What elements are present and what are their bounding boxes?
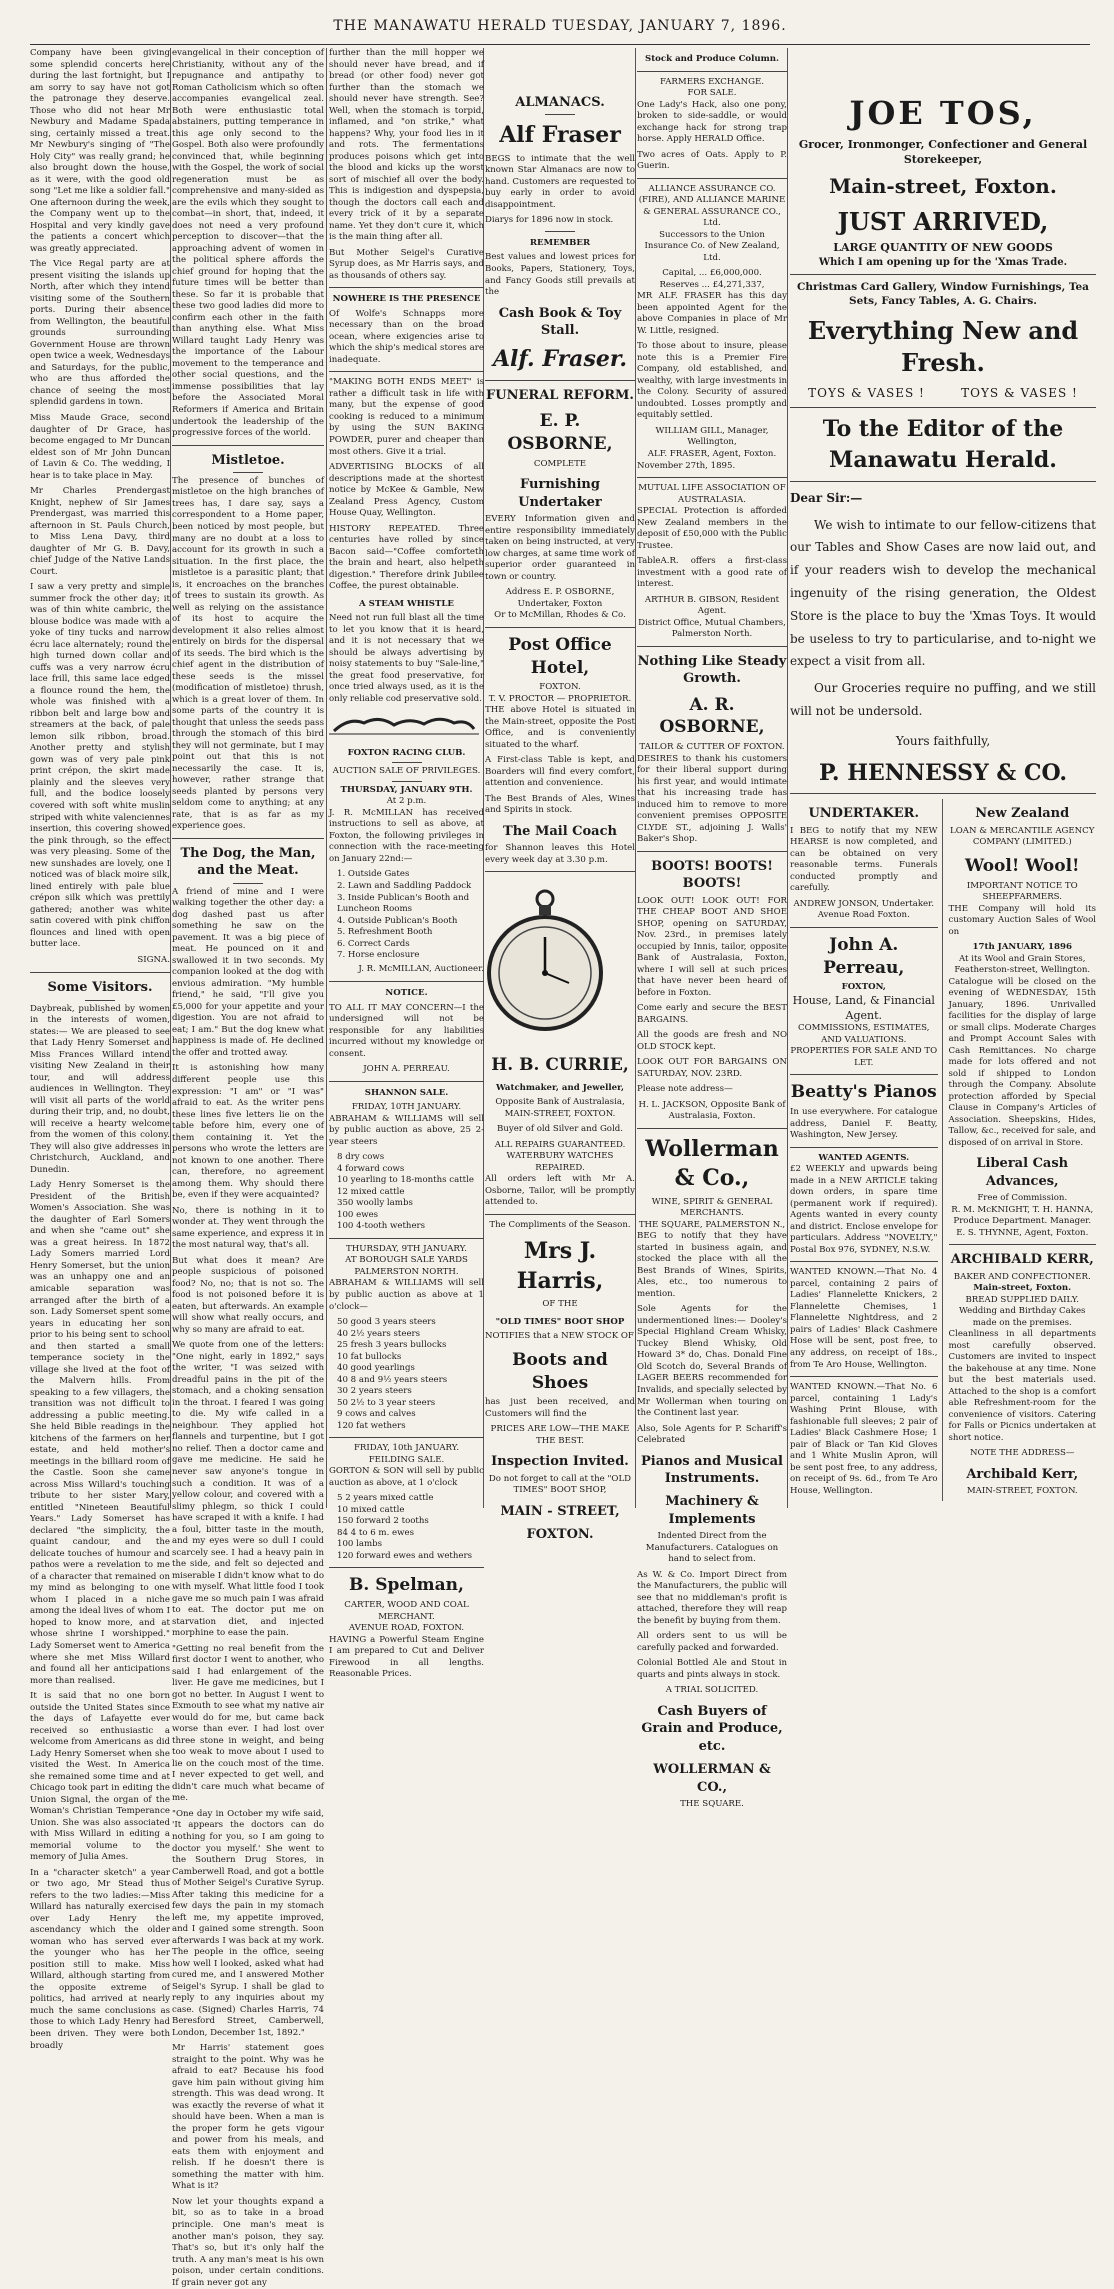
ad-subtitle: TOYS & VASES ! bbox=[961, 385, 1078, 400]
list-item: 100 4-tooth wethers bbox=[337, 1221, 426, 1232]
ad-address: District Office, Mutual Chambers, Palmerston North. bbox=[638, 617, 786, 640]
article-paragraph: Company have been giving some splendid concerts here during the last fortnight, but I am sorry to say have not got the patronage they deserve. Those who did not hear Mr Newbury and Madame Spada sing, certainly missed a treat. Mr Newbury's singing of "The Holy City" was really grand; he also brought down the house, as it were, with the good old song "Let me like a soldier fall." One afternoon during the week, the Company went up to the Hospital and very kindly gave the patients a concert which was greatly appreciated. bbox=[30, 48, 170, 254]
divider bbox=[790, 927, 938, 928]
ad-name: Alf Fraser bbox=[499, 122, 621, 149]
ad-title: Liberal Cash Advances, bbox=[976, 1156, 1069, 1189]
ad-name: P. HENNESSY & CO. bbox=[819, 759, 1067, 786]
ad-date: FRIDAY, 10th JANUARY. bbox=[353, 1443, 460, 1454]
divider bbox=[329, 981, 484, 982]
article-paragraph: Of Wolfe's Schnapps more necessary than on the broad ocean, where exigencies arise to which the ship's medical stores are inadequate. bbox=[329, 308, 484, 365]
list-item: 40 8 and 9½ years steers bbox=[337, 1374, 448, 1385]
ad-subtitle: Free of Commission. bbox=[977, 1193, 1068, 1204]
article-heading: The Dog, the Man, and the Meat. bbox=[180, 845, 316, 879]
ad-trade: Grocer, Ironmonger, Confectioner and General Storekeeper, bbox=[798, 137, 1088, 166]
article-paragraph: The presence of bunches of mistletoe on the high branches of trees has, I dare say, says a correspondent to a Home paper, been noticed by most people, but many are no doubt at a loss to account for its growth in such a situation. In the first place, the mistletoe is a parasitic plant; that is, it encroaches on the branches of trees to sustain its growth. As well as relying on the assistance of its host to acquire the development it also relies almost entirely on birds for the dispersal of its seeds. The bird which is the chief agent in the distribution of these seeds is the missel (modification of mistletoe) thrush, which is a great lover of them. In some parts of the country it is thought that unless the seeds pass through the stomach of this bird they will not germinate, but I may point out that this is not necessarily the case. It is, however, rather strange that seeds planted by persons very seldom come to anything; at any rate, that is as far as my experience goes. bbox=[172, 475, 324, 832]
ad-trade: TAILOR & CUTTER OF FOXTON. bbox=[639, 742, 785, 753]
article-paragraph: Mr Charles Prendergast Knight, nephew of Sir James Prendergast, was married this afternoon in St. Pauls Church, to Miss Lena Davy, third daughter of Mr G. B. Davy, chief Judge of the Native Lands Court. bbox=[30, 486, 170, 577]
ad-text: Do not forget to call at the "OLD TIMES" BOOT SHOP, bbox=[488, 1473, 632, 1496]
article-paragraph: But what does it mean? Are people suspicious of poisoned food? No, no; that is not so. The food is not poisoned before it is eaten, but afterwards. An example will show what really occurs, and why so many are afraid to eat. bbox=[172, 1255, 324, 1335]
ad-subtitle: ALL REPAIRS GUARANTEED. bbox=[494, 1139, 626, 1150]
ad-subtitle: Christmas Card Gallery, Window Furnishings, Tea Sets, Fancy Tables, A. G. Chairs. bbox=[797, 281, 1089, 308]
column-1 bbox=[30, 48, 170, 2051]
ad-subtitle: FOR SALE. bbox=[687, 88, 737, 99]
ad-text: Please note address— bbox=[637, 1084, 733, 1095]
list-item: 10 yearling to 18-months cattle bbox=[337, 1175, 474, 1186]
divider bbox=[637, 71, 787, 72]
list-item: 150 forward 2 tooths bbox=[337, 1516, 429, 1527]
ad-text: £2 WEEKLY and upwards being made in a NEW ARTICLE taking down orders, in spare time (permanent work if required). Agents wanted in every county and district. Enclose envelope for particulars. Address "NOVELTY," Postal Box 976, SYDNEY, N.S.W. bbox=[790, 1164, 938, 1255]
article-paragraph: We quote from one of the letters: "One night, early in 1892," says the writer, "I was seized with dreadful pains in the pit of the stomach, and a choking sensation in the throat. I feared I was going to die. My wife called in a neighbour. They applied hot flannels and turpentine, but I got no relief. Then a doctor came and gave me medicine. He said he never saw anyone's tongue in such a condition. It was of a yellow colour, and covered with a slimy phlegm, so thick I could have scraped it with a knife. I had a foul, bitter taste in the mouth, and my eyes were so dull I could scarcely see. I had a heavy pain in the side, and felt so dejected and miserable I didn't know what to do with myself. What little food I took gave me so much pain I was afraid to eat. The doctor put me on starvation diet, and injected morphine to ease the pain. bbox=[172, 1340, 324, 1639]
ad-title: Machinery & Implements bbox=[665, 1494, 759, 1527]
ad-subtitle: PROPERTIES FOR SALE AND TO LET. bbox=[790, 1046, 938, 1068]
ad-address: THE SQUARE. bbox=[680, 1798, 744, 1809]
signature: JOHN A. PERREAU. bbox=[363, 1064, 450, 1075]
ad-title: Cash Book & Toy Stall. bbox=[498, 305, 622, 338]
ad-address: Main-street, Foxton. bbox=[973, 1283, 1072, 1294]
notice-heading: A STEAM WHISTLE bbox=[359, 598, 454, 609]
column-6 bbox=[790, 799, 943, 1501]
list-item: 50 good 3 years steers bbox=[337, 1317, 436, 1328]
list-item: 120 forward ewes and wethers bbox=[337, 1550, 473, 1561]
divider bbox=[392, 762, 422, 763]
ad-text: TO ALL IT MAY CONCERN—I the undersigned will not be responsible for any liabilities incurred without my knowledge or consent. bbox=[329, 1002, 484, 1059]
stock-list bbox=[329, 1152, 484, 1233]
racing-horses-illustration bbox=[329, 709, 479, 737]
ad-title: FUNERAL REFORM. bbox=[486, 387, 634, 403]
divider bbox=[329, 287, 484, 288]
ad-text: Come early and secure the BEST BARGAINS. bbox=[637, 1003, 787, 1025]
ad-text: TableA.R. offers a first-class investment with a good rate of interest. bbox=[637, 556, 787, 590]
ad-text: BEG to notify that they have started in business again, and stocked the place with all the Best Brands of Wines, Spirits, Ales, etc., too numerous to mention. bbox=[637, 1231, 787, 1299]
divider bbox=[790, 1376, 938, 1377]
article-paragraph: Mr Harris' statement goes straight to the point. Why was he afraid to eat? Because his food gave him pain without giving him strength. This was dead wrong. It was exactly the reverse of what it should have been. When a man is the proper form he gets vigour and power from his meals, and eats them with enjoyment and relish. If he doesn't there is something the matter with him. What is it? bbox=[172, 2043, 324, 2192]
list-item: 5. Refreshment Booth bbox=[337, 927, 433, 938]
divider bbox=[329, 1567, 484, 1568]
ad-text: LOOK OUT! LOOK OUT! FOR THE CHEAP BOOT AND SHOE SHOP, opening on SATURDAY, Nov. 23rd., in premises lately occupied by Innis, tailor, opposite Bank of Australasia, Foxton, where I will sell at such prices that have never been heard of before in Foxton. bbox=[637, 895, 787, 998]
article-paragraph: I saw a very pretty and simple summer frock the other day; it was of thin white cambric, the blouse bodice was made with a yoke of tiny tucks and narrow écru lace alternately; round the high turned down collar and cuffs was a very narrow écru lace frill, this same lace edged a flounce round the hem, the whole was finished with a ribbon belt and large bow and streamers at the back, of pale lemon silk ribbon, broad. Another pretty and stylish gown was of very pale pink print crépon, the skirt made plainly and the sleeves very full, and the bodice loosely covered with soft white muslin striped with white valenciennes insertion, this covering showed the pink through, so the effect was very pleasing. Some of the new sunshades are lovely, one I noticed was of black moire silk, lined entirely with pale blue crépon silk which was prettily gathered; another was white satin covered with pink chiffon flounces and lined with open butter lace. bbox=[30, 582, 170, 950]
ad-name: Wollerman & Co., bbox=[645, 1135, 779, 1192]
salutation: Dear Sir:— bbox=[790, 490, 863, 505]
stock-list bbox=[329, 1317, 484, 1432]
ad-subtitle: WATERBURY WATCHES REPAIRED. bbox=[506, 1151, 614, 1173]
ad-text: All orders left with Mr A. Osborne, Tailor, will be promptly attended to. bbox=[485, 1174, 635, 1208]
ad-trade: House, Land, & Financial Agent. bbox=[792, 993, 935, 1022]
list-item: 7. Horse enclosure bbox=[337, 950, 420, 961]
ad-title: UNDERTAKER. bbox=[808, 806, 920, 822]
column-rule bbox=[326, 48, 327, 1508]
signature: H. L. JACKSON, Opposite Bank of Australasia, Foxton. bbox=[638, 1099, 786, 1122]
divider bbox=[30, 972, 170, 973]
ad-address: FOXTON. bbox=[526, 1527, 594, 1543]
ad-text: As W. & Co. Import Direct from the Manufacturers, the public will see that no middleman's profit is attached, therefore they will reap the benefit by buying from them. bbox=[637, 1569, 787, 1626]
ad-subtitle: AUCTION SALE OF PRIVILEGES. bbox=[332, 766, 481, 777]
ad-address: THE SQUARE, PALMERSTON N., bbox=[638, 1219, 786, 1230]
article-paragraph: But Mother Seigel's Curative Syrup does, as Mr Harris says, and as thousands of others say. bbox=[329, 247, 484, 281]
article-paragraph: It is astonishing how many different people use this expression: "I am" or "I was" afraid to eat. As the writer pens these lines five letters lie on the table before him, every one of them containing it. Yet the persons who wrote the letters are not known to one another. There can, therefore, no agreement among them. Why should there be, even if they were acquainted? bbox=[172, 1063, 324, 1201]
column-rule bbox=[170, 48, 171, 1508]
list-item: 350 woolly lambs bbox=[337, 1198, 413, 1209]
list-item: 100 ewes bbox=[337, 1209, 379, 1220]
divider bbox=[790, 1147, 938, 1148]
ad-text: Two acres of Oats. Apply to P. Guerin. bbox=[637, 149, 787, 172]
article-paragraph: No, there is nothing in it to wonder at. They went through the same experience, and express it in the most natural way, that's all. bbox=[172, 1205, 324, 1251]
ad-text: ABRAHAM & WILLIAMS will sell by public auction as above, 25 2-year steers bbox=[329, 1113, 484, 1147]
ad-text: DESIRES to thank his customers for their liberal support during his first year, and would intimate that his increasing trade has induced him to remove to more convenient premises OPPOSITE CLYDE ST., adjoining J. Walls' Baker's Shop. bbox=[637, 753, 787, 845]
ad-proprietor: T. V. PROCTOR — PROPRIETOR. bbox=[488, 693, 632, 704]
ad-name: JOE TOS, bbox=[849, 94, 1037, 132]
ad-title: Cash Buyers of Grain and Produce, etc. bbox=[641, 1703, 783, 1754]
article-paragraph: Lady Henry Somerset is the President of the British Women's Association. She was the daughter of Earl Somers and when she "came out" she was a great heiress. In 1872 Lady Somers married Lord Henry Somerset, but the union was an unhappy one and an amicable separation was arranged after the birth of a son. Lady Somerset spent some years in educating her son prior to his being sent to school and then started a small temperance society in the village she lived at the foot of the Malvern hills. From speaking to a few villagers, the transition was not difficult to addressing a public meeting. She held Bible readings in the kitchens of the farmers on her estate, and held mother's meetings in the billiard room of the Castle. Soon she came across Miss Willard's touching tribute to her sister Mary, entitled "Nineteen Beautiful Years." Lady Somerset has declared "the simplicity, the quaint candour, and the delicate touches of humour and pathos were a revelation to me of a character that remained on my mind as belonging to one whom I placed in a niche among the ideal lives of whom I hoped to know more, and at whose shrine I worshipped." Lady Somerset went to America where she met Miss Willard and found all her anticipations more than realised. bbox=[30, 1180, 170, 1686]
article-paragraph: HISTORY REPEATED. Three centuries have rolled by since Bacon said—"Coffee comforteth the brain and heart, also helpeth digestion." Therefore drink Jubilee Coffee, the purest obtainable. bbox=[329, 523, 484, 592]
lower-ads bbox=[790, 799, 1096, 1501]
ad-text: Catalogue will be closed on the evening of WEDNESDAY, 15th January, 1896. Unrivalled facilities for the display of large or small clips. Moderate Charges and Prompt Account Sales with Cash Remittances. No charge made for lots offered and not sold if shipped to London through the Company. Absolute protection afforded by Special Clause in Company's Articles of Association. Sheepskins, Hides, Tallow, &c., received for sale, and disposed of on arrival in Store. bbox=[948, 976, 1097, 1148]
list-item: 30 2 years steers bbox=[337, 1386, 412, 1397]
ad-text: Indented Direct from the Manufacturers. Catalogues on hand to select from. bbox=[645, 1531, 779, 1565]
ad-text: To those about to insure, please note this is a Premier Fire Company, old established, and wealthy, with large investments in the Colony. Security of assured undoubted. Losses promptly and equitably settled. bbox=[637, 341, 787, 421]
divider bbox=[637, 646, 787, 647]
list-item: 120 fat wethers bbox=[337, 1420, 406, 1431]
ad-subtitle: COMPLETE bbox=[533, 458, 587, 469]
masthead: THE MANAWATU HERALD TUESDAY, JANUARY 7, 1896. bbox=[30, 18, 1090, 45]
ad-text: Successors to the Union Insurance Co. of New Zealand, Ltd. bbox=[644, 229, 780, 263]
ad-title: BOOTS! BOOTS! BOOTS! bbox=[651, 858, 773, 892]
ad-text: Buyer of old Silver and Gold. bbox=[497, 1124, 623, 1135]
article-paragraph: evangelical in their conception of Christianity, without any of the repugnance and antipathy to Roman Catholicism which so often accompanies evangelical zeal. Both were enthusiastic total abstainers, putting temperance in this age only second to the Gospel. Both also were profoundly convinced that, while beginning with the Gospel, the work of social regeneration must be as comprehensive and many-sided as are the evils which they sought to combat—in short, that, indeed, it does not need a very profound perception to discover—that the approaching advent of women in the political sphere affords the chief ground for hoping that the future times will be better than these. So far it is probable that these two good ladies did more to confirm each other in the faith than anything else. What Miss Willard taught Lady Henry was the importance of the Labour movement to the temperance and other social questions, and the immense possibilities that lay before the Associated Moral Reformers if America and Britain undertook the leadership of the progressive forces of the world. bbox=[172, 48, 324, 439]
list-item: 9 cows and calves bbox=[337, 1409, 416, 1420]
column-3 bbox=[329, 48, 484, 1680]
ad-title: FARMERS EXCHANGE. bbox=[660, 76, 764, 87]
ad-text: Best values and lowest prices for Books, Papers, Stationery, Toys, and Fancy Goods still prevails at the bbox=[485, 252, 635, 298]
joe-tos-advertisement bbox=[790, 48, 1096, 1508]
ad-headline: JUST ARRIVED, bbox=[837, 207, 1049, 237]
ad-text: Opposite Bank of Australasia, MAIN-STREET, FOXTON. bbox=[495, 1097, 625, 1119]
divider bbox=[329, 371, 484, 372]
ad-date: THURSDAY, JANUARY 9TH. bbox=[340, 784, 473, 795]
article-paragraph: The Vice Regal party are at present visiting the islands up North, after which they intend visiting some of the Southern ports. During their absence from Wellington, the beautiful grounds surrounding Government House are thrown open twice a week, Wednesdays and Saturdays, for the public, who are thus afforded the chance of seeing the most splendid gardens in town. bbox=[30, 259, 170, 408]
ad-date: November 27th, 1895. bbox=[637, 460, 736, 471]
list-item: 40 good yearlings bbox=[337, 1363, 415, 1374]
ad-text: GORTON & SON will sell by public auction as above, at 1 o'clock bbox=[329, 1466, 484, 1488]
divider bbox=[545, 114, 575, 115]
ad-text: LOOK OUT FOR BARGAINS ON SATURDAY, NOV. 23RD. bbox=[637, 1057, 787, 1079]
column-4 bbox=[485, 48, 635, 1543]
list-item: 8 dry cows bbox=[337, 1152, 385, 1163]
ad-address: AVENUE ROAD, FOXTON. bbox=[348, 1623, 465, 1634]
ad-title: "OLD TIMES" BOOT SHOP bbox=[495, 1316, 625, 1327]
divider bbox=[637, 851, 787, 852]
divider bbox=[637, 477, 787, 478]
ad-subtitle: The Compliments of the Season. bbox=[489, 1219, 631, 1230]
divider bbox=[790, 481, 1096, 482]
notice-heading: NOWHERE IS THE PRESENCE bbox=[332, 294, 481, 305]
ad-address: Main-street, Foxton. bbox=[829, 174, 1057, 199]
ad-text: BEGS to intimate that the well known Star Almanacs are now to hand. Customers are requested to buy early in order to avoid disappointment. bbox=[485, 153, 635, 210]
list-item: 100 lambs bbox=[337, 1539, 383, 1550]
ad-text: SPECIAL Protection is afforded New Zealand members in the deposit of £50,000 with the Public Trustee. bbox=[637, 506, 787, 551]
ad-text: Colonial Bottled Ale and Stout in quarts and pints always in stock. bbox=[637, 1658, 787, 1680]
ad-subtitle: BREAD SUPPLIED DAILY. bbox=[965, 1294, 1080, 1305]
ad-subtitle: IMPORTANT NOTICE TO SHEEPFARMERS. bbox=[966, 880, 1078, 903]
ad-text: WANTED KNOWN.—That No. 6 parcel, containing 1 Lady's Washing Print Blouse, with fashionable full sleeves; 2 pair of Ladies' Black Cashmere Hose; 1 pair of Black or Tan Kid Gloves and 1 White Muslin Apron, will be sent post free, to any address, on receipt of 9s. 6d., from Te Aro House, Wellington. bbox=[790, 1382, 938, 1496]
list-item: 4. Outside Publican's Booth bbox=[337, 915, 458, 926]
ad-name: Beatty's Pianos bbox=[790, 1082, 937, 1103]
signature: J. R. McMILLAN, Auctioneer. bbox=[358, 963, 484, 974]
divider bbox=[329, 1437, 484, 1438]
stock-list bbox=[329, 1493, 484, 1562]
list-item: 12 mixed cattle bbox=[337, 1186, 405, 1197]
ad-text: WANTED KNOWN.—That No. 4 parcel, containing 2 pairs of Ladies' Flannelette Knickers, 2 Flannelette Chemises, 1 Flannelette Nightdress, and 2 pairs of Ladies' Black Cashmere Hose will be sent, post free, to any address, on receipt of 18s., from Te Aro House, Wellington. bbox=[790, 1267, 938, 1370]
list-item: 10 fat bullocks bbox=[337, 1351, 402, 1362]
divider bbox=[172, 838, 324, 839]
article-paragraph: further than the mill hopper we should never have bread, and if bread (or other food) never got further than the stomach we should never have strength. See? Well, when the stomach is torpid, inflamed, and "on strike," what happens? Why, your food lies in it and rots. The fermentations produces poisons which get into the blood and kicks up the worst sort of mischief all over the body. This is indigestion and dyspepsia, though the doctors call each and every trick of it by a separate name. Yet they don't cure it, which is the main thing after all. bbox=[329, 48, 484, 243]
ad-title: WANTED AGENTS. bbox=[818, 1152, 910, 1163]
ad-subtitle: OF THE bbox=[542, 1299, 578, 1310]
list-item: 25 fresh 3 years bullocks bbox=[337, 1340, 447, 1351]
ad-subtitle: Wedding and Birthday Cakes made on the premises. bbox=[959, 1306, 1086, 1328]
ad-subtitle: LOAN & MERCANTILE AGENCY COMPANY (LIMITED.) bbox=[950, 825, 1095, 848]
privilege-list bbox=[329, 869, 484, 961]
ad-subtitle: COMMISSIONS, ESTIMATES, AND VALUATIONS. bbox=[798, 1023, 930, 1045]
divider bbox=[172, 445, 324, 446]
ad-date: FRIDAY, 10TH JANUARY. bbox=[351, 1102, 462, 1113]
ad-text: The Best Brands of Ales, Wines and Spirits in stock. bbox=[485, 793, 635, 816]
article-paragraph: ADVERTISING BLOCKS of all descriptions made at the shortest notice by McKee & Gamble, New Zealand Press Agency, Custom House Quay, Wellington. bbox=[329, 462, 484, 519]
list-item: 2. Lawn and Saddling Paddock bbox=[337, 881, 472, 891]
ad-title: Pianos and Musical Instruments. bbox=[641, 1453, 783, 1486]
ad-name: H. B. CURRIE, bbox=[491, 1054, 629, 1075]
divider bbox=[233, 472, 263, 473]
ad-address: Address E. P. OSBORNE, Undertaker, Foxton bbox=[505, 587, 615, 609]
article-paragraph: Daybreak, published by women in the interests of women, states:— We are pleased to see that Lady Henry Somerset and Miss Frances Willard intend visiting New Zealand in their tour, and will address audiences in Wellington. They will visit all parts of the world during their trip, and, no doubt, will receive a hearty welcome from the women of this colony. They will also give addresses in Christchurch, Auckland, and Dunedin. bbox=[30, 1003, 170, 1175]
ad-text: Sole Agents for the undermentioned lines:— Dooley's Special Highland Cream Whisky, Tuckey Blend Whisky, Old Howard 3* do, Chas. Donald Fine Old Scotch do, Several Brands of LAGER BEERS recommended for Invalids, and specially selected by Mr Wollerman when touring on the Continent last year. bbox=[637, 1304, 787, 1419]
divider bbox=[485, 871, 635, 872]
toys-row bbox=[790, 385, 1096, 401]
divider bbox=[233, 883, 263, 884]
ad-title: Nothing Like Steady Growth. bbox=[637, 653, 787, 687]
ad-text: THE above Hotel is situated in the Main-street, opposite the Post Office, and is conveniently situated to the wharf. bbox=[485, 705, 635, 750]
ad-name: WOLLERMAN & CO., bbox=[653, 1762, 771, 1795]
ad-address: FOXTON. bbox=[539, 682, 581, 693]
divider bbox=[790, 407, 1096, 408]
column-rule bbox=[787, 48, 788, 1508]
ad-name: John A. Perreau, bbox=[823, 934, 905, 978]
ad-address: Or to McMillan, Rhodes & Co. bbox=[494, 610, 626, 621]
signature: Yours faithfully, bbox=[895, 733, 991, 748]
ad-text: A First-class Table is kept, and Boarders will find every comfort, attention and convenience. bbox=[485, 755, 635, 789]
ad-date: THURSDAY, 9TH JANUARY. bbox=[346, 1243, 467, 1254]
article-heading: Mistletoe. bbox=[211, 452, 285, 468]
ad-title: New Zealand bbox=[975, 806, 1070, 822]
ad-headline: To the Editor of the Manawatu Herald. bbox=[822, 415, 1064, 473]
ad-text: Diarys for 1896 now in stock. bbox=[485, 215, 614, 226]
ad-text: I BEG to notify that my NEW HEARSE is now completed, and can be obtained on very reasonable terms. Funerals conducted promptly and carefully. bbox=[790, 825, 938, 894]
ad-text: Cleanliness in all departments most carefully observed. Customers are invited to inspect the bakehouse at any time. None but the best materials used. Attached to the shop is a comfort able Refreshment-room for the convenience of visitors. Catering for Falls or Picnics undertaken at short notice. bbox=[948, 1329, 1096, 1443]
ad-title: MUTUAL LIFE ASSOCIATION OF AUSTRALASIA. bbox=[638, 483, 786, 505]
ad-trade: BAKER AND CONFECTIONER. bbox=[953, 1271, 1091, 1282]
ad-text: MR ALF. FRASER has this day been appointed Agent for the above Companies in place of Mr W. Little, resigned. bbox=[637, 291, 787, 336]
article-paragraph: Now let your thoughts expand a bit, so as to take in a broad principle. One man's meat is another man's poison, they say. That's so, but it's only half the truth. A any man's meat is his own poison, under certain conditions. If grain never got any bbox=[172, 2196, 324, 2288]
ad-title: FEILDING SALE. bbox=[368, 1454, 445, 1465]
list-item: 3. Inside Publican's Booth and Luncheon Rooms bbox=[337, 892, 470, 915]
divider bbox=[329, 1081, 484, 1082]
signature: ALF. FRASER, Agent, Foxton. bbox=[647, 448, 777, 459]
ad-subtitle: NOTE THE ADDRESS— bbox=[970, 1448, 1075, 1459]
ad-name: E. P. OSBORNE, bbox=[507, 411, 613, 454]
ad-text: One Lady's Hack, also one pony, broken to side-saddle, or would exchange hack for strong trap horse. Apply HERALD Office. bbox=[637, 99, 787, 145]
divider bbox=[790, 274, 1096, 275]
list-item: 4 forward cows bbox=[337, 1163, 405, 1174]
ad-text: J. R. McMILLAN has received instructions to sell as above, at Foxton, the following privileges in connection with the race-meeting on January 22nd:— bbox=[329, 807, 484, 864]
ad-title: FOXTON RACING CLUB. bbox=[347, 747, 466, 758]
ad-headline: Everything New and Fresh. bbox=[807, 315, 1079, 377]
ad-figure: Capital, ... £6,000,000. bbox=[662, 268, 762, 279]
signature: ARTHUR B. GIBSON, Resident Agent. bbox=[644, 594, 780, 617]
ad-text: All orders sent to us will be carefully packed and forwarded. bbox=[637, 1631, 787, 1653]
ad-subtitle: REMEMBER bbox=[529, 237, 591, 248]
ad-trade: CARTER, WOOD AND COAL MERCHANT. bbox=[344, 1600, 469, 1622]
divider bbox=[637, 178, 787, 179]
ad-title: AT BOROUGH SALE YARDS PALMERSTON NORTH. bbox=[345, 1255, 468, 1277]
letter-text: We wish to intimate to our fellow-citizens that our Tables and Show Cases are now laid out, and if your readers wish to develop the mechanical ingenuity of the rising generation, the Oldest Store is the place to buy the 'Xmas Toys. It would be useless to try to particularise, and to-night we expect a visit from all. bbox=[790, 517, 1096, 669]
article-heading: Some Visitors. bbox=[47, 980, 153, 996]
letter-text: Our Groceries require no puffing, and we still will not be undersold. bbox=[790, 681, 1096, 718]
ad-trade: WINE, SPIRIT & GENERAL MERCHANTS. bbox=[651, 1196, 773, 1219]
signature: WILLIAM GILL, Manager, Wellington, bbox=[655, 425, 769, 448]
ad-name: Mrs J. Harris, bbox=[516, 1238, 604, 1294]
divider bbox=[392, 781, 422, 782]
article-paragraph: In a "character sketch" a year or two ago, Mr Stead thus refers to the two ladies:—Miss Willard has naturally exercised over Lady Henry the ascendancy which the older woman who has served ever the younger who has her position still to make. Miss Willard, although starting from the opposite extreme of politics, had arrived at nearly much the same conclusions as those to which Lady Henry had been driven. They were both broadly bbox=[30, 1867, 170, 2051]
ad-trade: Furnishing Undertaker bbox=[518, 477, 602, 510]
list-item: 84 4 to 6 m. ewes bbox=[337, 1527, 414, 1538]
ad-trade: Watchmaker, and Jeweller, bbox=[496, 1082, 624, 1093]
ad-time: At 2 p.m. bbox=[386, 796, 427, 807]
ad-text: Also, Sole Agents for P. Schariff's Celebrated bbox=[637, 1423, 787, 1446]
ad-text: THE Company will hold its customary Auction Sales of Wool on bbox=[948, 903, 1096, 937]
ad-address: MAIN-STREET, FOXTON. bbox=[966, 1486, 1078, 1497]
divider bbox=[790, 793, 1096, 794]
ad-text: All the goods are fresh and NO OLD STOCK kept. bbox=[637, 1030, 787, 1052]
article-paragraph: A friend of mine and I were walking together the other day: a dog dashed past us after something he saw on the pavement. It was a big piece of meat. He pounced on it and swallowed it in two seconds. My companion looked at the dog with envious admiration. "My humble friend," he said, "I'll give you £5,000 for your appetite and your digestion. You are not afraid to eat; I am." But the dog knew what happiness is made of. He declined the offer and trotted away. bbox=[172, 886, 324, 1058]
ad-name: A. R. OSBORNE, bbox=[659, 694, 765, 738]
article-paragraph: It is said that no one born outside the United States since the days of Lafayette ever received so enthusiastic a welcome from Americans as did Lady Henry Somerset when she visited the West. In America she remained some time and at Chicago took part in editing the Union Signal, the organ of the Woman's Christian Temperance Union. She was also associated with Miss Willard in editing a memorial volume to the memory of Julia Ames. bbox=[30, 1691, 170, 1863]
article-paragraph: Miss Maude Grace, second daughter of Dr Grace, has become engaged to Mr Duncan eldest son of Mr John Duncan of Lavin & Co. The wedding, I hear is to take place in May. bbox=[30, 412, 170, 481]
column-5 bbox=[637, 48, 787, 1809]
ad-title: Boots and Shoes bbox=[512, 1349, 608, 1393]
divider bbox=[329, 1238, 484, 1239]
ad-text: In use everywhere. For catalogue address, Daniel F. Beatty, Washington, New Jersey. bbox=[790, 1107, 938, 1141]
list-item: 50 2½ to 3 year steers bbox=[337, 1397, 436, 1408]
list-item: 5 2 years mixed cattle bbox=[337, 1493, 434, 1504]
ad-headline: Wool! Wool! bbox=[964, 855, 1080, 876]
ad-name: Post Office Hotel, bbox=[508, 634, 612, 678]
ad-subtitle: TOYS & VASES ! bbox=[808, 385, 925, 400]
ad-subtitle: PRICES ARE LOW—THE MAKE THE BEST. bbox=[490, 1424, 630, 1446]
column-rule bbox=[635, 48, 636, 1508]
pocket-watch-illustration bbox=[485, 885, 605, 1035]
ad-date: 17th JANUARY, 1896 bbox=[972, 942, 1072, 953]
divider bbox=[485, 627, 635, 628]
ad-text: for Shannon leaves this Hotel every week day at 3.30 p.m. bbox=[485, 843, 635, 865]
ad-address: MAIN - STREET, bbox=[500, 1503, 620, 1519]
ad-subtitle: A TRIAL SOLICITED. bbox=[665, 1685, 759, 1696]
ad-title: The Mail Coach bbox=[503, 823, 617, 839]
list-item: 1. Outside Gates bbox=[337, 869, 410, 880]
divider bbox=[790, 1261, 938, 1262]
column-7 bbox=[949, 799, 1097, 1501]
ad-subtitle: Which I am opening up for the 'Xmas Trade. bbox=[818, 257, 1068, 269]
ad-text: has just been received, and Customers will find the bbox=[485, 1397, 635, 1419]
signature: E. S. THYNNE, Agent, Foxton. bbox=[956, 1227, 1089, 1238]
ad-title: Inspection Invited. bbox=[491, 1454, 629, 1470]
ad-address: At its Wool and Grain Stores, Featherston-street, Wellington. bbox=[954, 953, 1091, 976]
divider bbox=[545, 231, 575, 232]
ad-name: Alf. Fraser. bbox=[492, 346, 628, 373]
signature: SIGNA. bbox=[137, 954, 170, 965]
ad-text: NOTIFIES that a NEW STOCK OF bbox=[485, 1331, 634, 1342]
divider bbox=[949, 1244, 1097, 1245]
ad-name: ARCHIBALD KERR, bbox=[950, 1252, 1094, 1268]
article-paragraph: Need not run full blast all the time to let you know that it is heard, and it is not necessary that we should be always advertising by noisy statements to buy "Sale-line," the great food preservative, for once tried always used, as it is the only reliable cod preservative sold. bbox=[329, 613, 484, 704]
ad-address: FOXTON, bbox=[841, 982, 886, 993]
ad-name: Archibald Kerr, bbox=[966, 1466, 1079, 1482]
signature: ANDREW JONSON, Undertaker. Avenue Road Foxton. bbox=[793, 898, 935, 921]
article-paragraph: "Getting no real benefit from the first doctor I went to another, who said I had enlargement of the liver. He gave me medicines, but I got no better. In August I went to Exmouth to see what my native air would do for me, but came back worse than ever. I had lost over three stone in weight, and being too weak to move about I used to lie on the couch most of the time. I never expected to get well, and didn't care much what became of me. bbox=[172, 1643, 324, 1804]
column-2 bbox=[172, 48, 324, 2288]
ad-title: ALMANACS. bbox=[515, 95, 605, 110]
list-item: 40 2½ years steers bbox=[337, 1328, 421, 1339]
column-heading: Stock and Produce Column. bbox=[645, 54, 779, 64]
list-item: 10 mixed cattle bbox=[337, 1504, 405, 1515]
list-item: 6. Correct Cards bbox=[337, 938, 410, 949]
divider bbox=[485, 1214, 635, 1215]
divider bbox=[637, 1128, 787, 1129]
divider bbox=[485, 380, 635, 381]
ad-text: ABRAHAM & WILLIAMS will sell by public auction as above at 1 o'clock— bbox=[329, 1278, 484, 1312]
ad-text: HAVING a Powerful Steam Engine I am prepared to Cut and Deliver Firewood in all lengths. Reasonable Prices. bbox=[329, 1634, 484, 1680]
ad-title: ALLIANCE ASSURANCE CO. (FIRE), AND ALLIANCE MARINE & GENERAL ASSURANCE CO., Ltd. bbox=[638, 183, 786, 229]
divider bbox=[790, 1074, 938, 1075]
ad-subtitle: LARGE QUANTITY OF NEW GOODS bbox=[833, 241, 1053, 255]
signature: R. M. McKNIGHT, T. H. HANNA, Produce Department. Manager. bbox=[951, 1204, 1094, 1227]
article-paragraph: "MAKING BOTH ENDS MEET" is rather a difficult task in life with many, but the expense of good cooking is reduced to a minimum by using the SUN BAKING POWDER, purer and cheaper than most others. Give it a trial. bbox=[329, 377, 484, 457]
ad-name: B. Spelman, bbox=[349, 1575, 464, 1596]
divider bbox=[85, 1000, 115, 1001]
ad-text: EVERY Information given and entire responsibility immediately taken on being instructed, at very low charges, at same time work of superior order guaranteed in town or country. bbox=[485, 514, 635, 582]
article-paragraph: "One day in October my wife said, 'It appears the doctors can do nothing for you, so I am going to doctor you myself.' She went to the Southern Drug Stores, in Camberwell Road, and got a bottle of Mother Seigel's Curative Syrup. After taking this medicine for a few days the pain in my stomach left me, my appetite improved, and I gained some strength. Soon afterwards I was back at my work. The people in the office, seeing how well I looked, asked what had cured me, and I answered Mother Seigel's Syrup. I shall be glad to reply to any inquiries about my case. (Signed) Charles Harris, 74 Beresford Street, Camberwell, London, December 1st, 1892." bbox=[172, 1808, 324, 2038]
ad-figure: Reserves ... £4,271,337, bbox=[659, 279, 765, 290]
ad-title: SHANNON SALE. bbox=[364, 1087, 449, 1098]
ad-title: NOTICE. bbox=[385, 988, 428, 999]
